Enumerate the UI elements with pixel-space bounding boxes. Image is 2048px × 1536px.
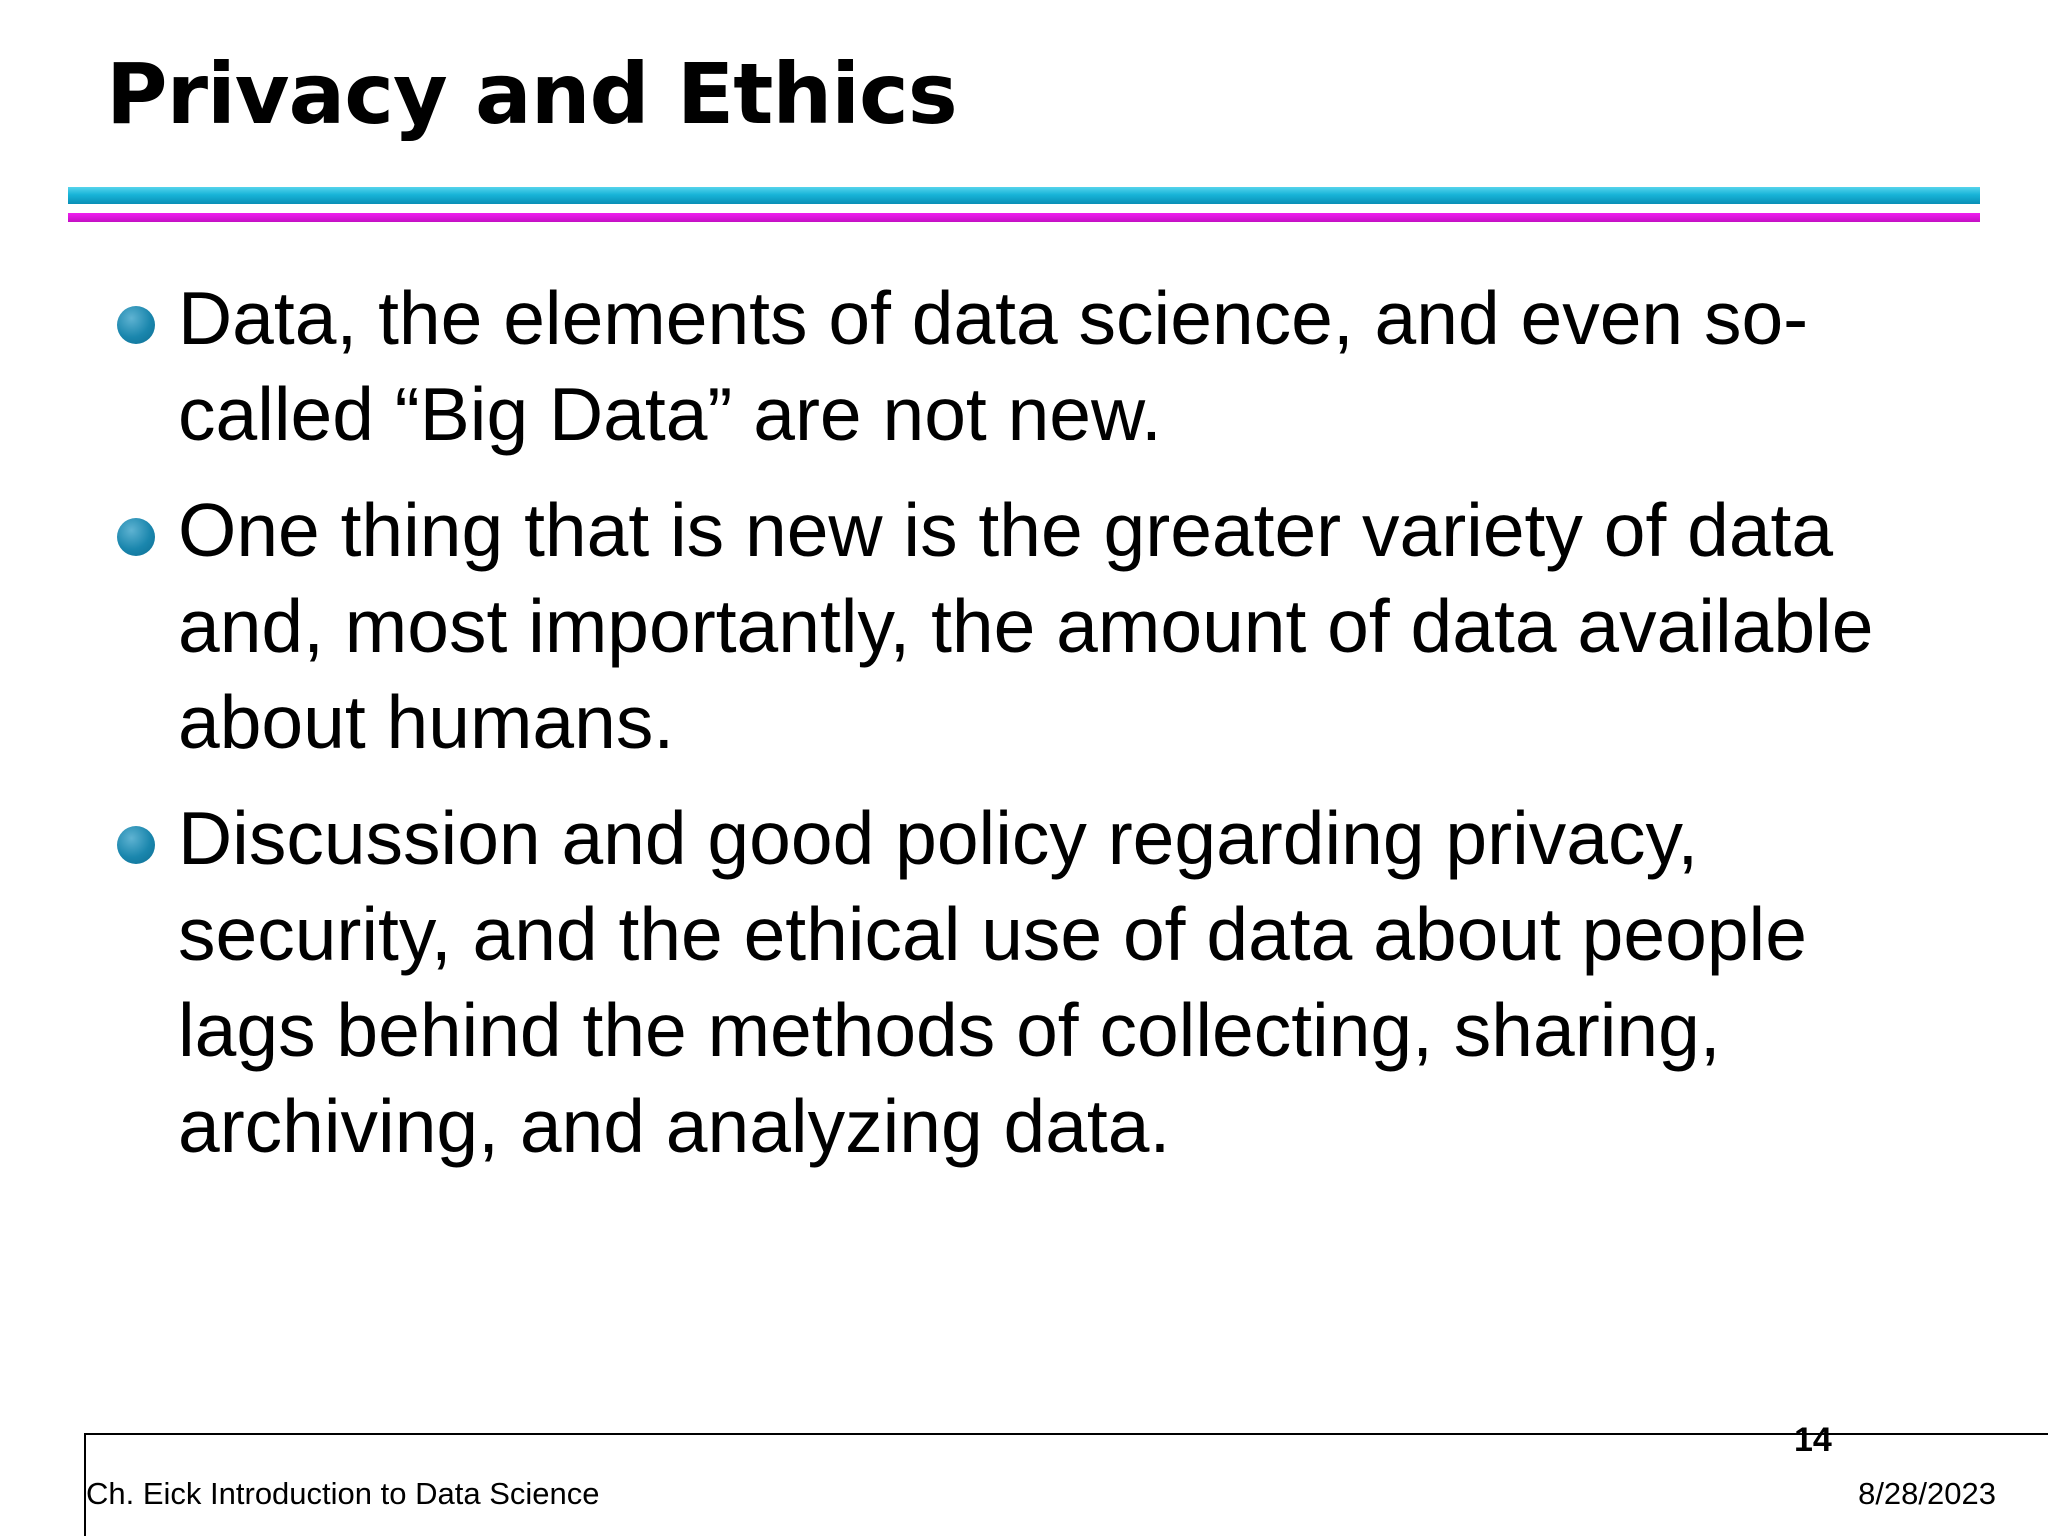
bullet-text: One thing that is new is the greater variety of data and, most importantly, the amount of data available about humans. <box>178 488 1874 764</box>
bullet-list <box>0 270 2048 1194</box>
bullet-item <box>0 790 1938 1174</box>
page-number: 14 <box>1794 1421 1832 1459</box>
bullet-item <box>0 482 1938 770</box>
title-divider-cyan <box>68 187 1980 204</box>
footer-date: 8/28/2023 <box>1858 1476 1996 1511</box>
bullet-text: Data, the elements of data science, and even so-called “Big Data” are not new. <box>178 276 1809 456</box>
footer-course-label: Ch. Eick Introduction to Data Science <box>86 1476 600 1511</box>
bullet-dot-icon <box>117 306 155 344</box>
bullet-dot-icon <box>117 518 155 556</box>
bullet-text: Discussion and good policy regarding privacy, security, and the ethical use of data about people lags behind the methods of collecting, sharing, archiving, and analyzing data. <box>178 796 1807 1168</box>
slide-title: Privacy and Ethics <box>106 45 957 143</box>
bullet-item <box>0 270 1938 462</box>
bullet-dot-icon <box>117 826 155 864</box>
title-divider-magenta <box>68 213 1980 222</box>
